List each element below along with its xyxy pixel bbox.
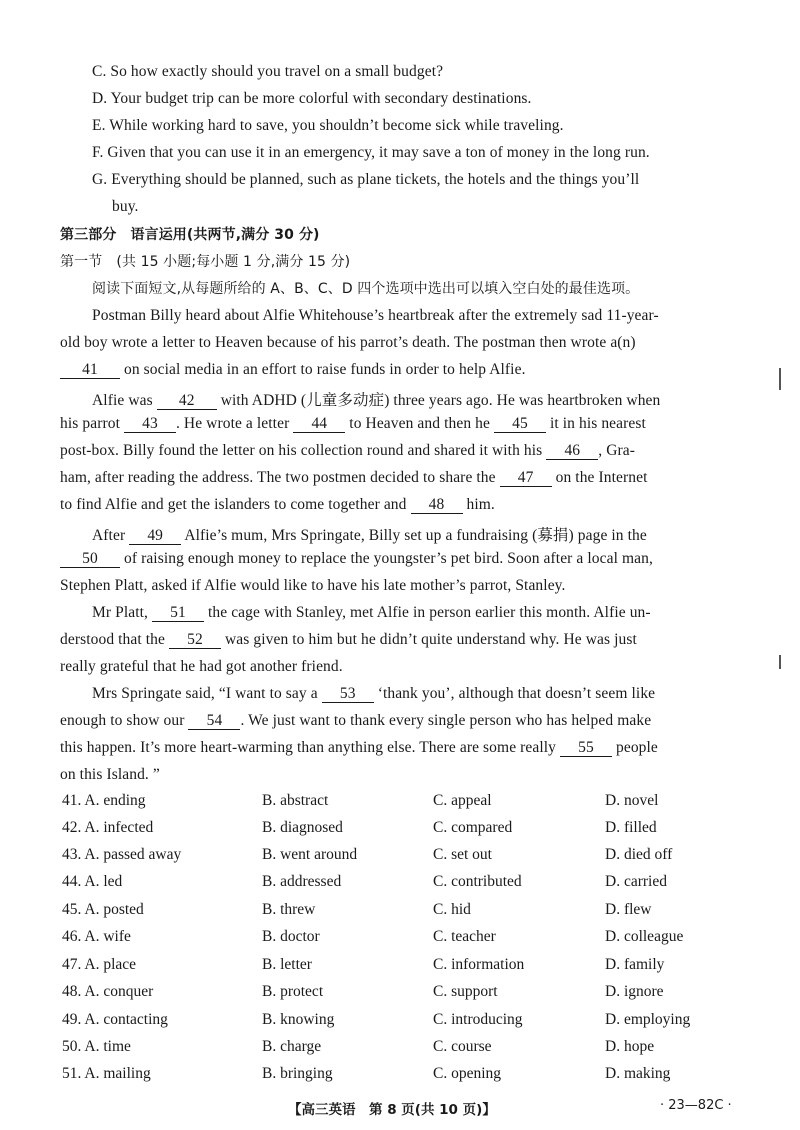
blank-47: 47 [500, 470, 552, 487]
blank-48: 48 [411, 497, 463, 514]
passage-line: his parrot 43 . He wrote a letter 44 to Heaven and then he 45 it in his nearest [60, 415, 646, 432]
option-g: G. Everything should be planned, such as plane tickets, the hotels and the things you’ll [92, 171, 640, 188]
option-c: C. So how exactly should you travel on a small budget? [92, 63, 444, 80]
passage-line: derstood that the 52 was given to him but he didn’t quite understand why. He was just [60, 631, 637, 648]
blank-53: 53 [322, 686, 374, 703]
blank-55: 55 [560, 740, 612, 757]
passage-line: After 49 Alfie’s mum, Mrs Springate, Billy set up a fundraising (募捐) page in the [92, 527, 647, 544]
page-number: 【高三英语 第 8 页(共 10 页)】 [288, 1102, 496, 1118]
passage-line: Stephen Platt, asked if Alfie would like to have his late mother’s parrot, Stanley. [60, 577, 566, 594]
passage-line: post-box. Billy found the letter on his collection round and shared it with his 46 , Gra- [60, 442, 636, 459]
passage-line: ham, after reading the address. The two postmen decided to share the 47 on the Internet [60, 469, 648, 486]
passage-line: Mrs Springate said, “I want to say a 53 ‘thank you’, although that doesn’t seem like [92, 685, 656, 702]
passage-line: really grateful that he had got another friend. [60, 658, 343, 675]
option-g-continued: buy. [112, 198, 139, 215]
margin-mark [779, 368, 781, 390]
passage-line: to find Alfie and get the islanders to come together and 48 him. [60, 496, 495, 513]
passage-line: this happen. It’s more heart-warming than anything else. There are some really 55 people [60, 739, 658, 756]
passage-line: Mr Platt, 51 the cage with Stanley, met Alfie in person earlier this month. Alfie un- [92, 604, 651, 621]
option-d: D. Your budget trip can be more colorful with secondary destinations. [92, 90, 532, 107]
section-instruction: 阅读下面短文,从每题所给的 A、B、C、D 四个选项中选出可以填入空白处的最佳选项。 [92, 281, 640, 297]
blank-41: 41 [60, 362, 120, 379]
blank-51: 51 [152, 605, 204, 622]
exam-code: · 23—82C · [660, 1098, 732, 1113]
margin-mark [779, 655, 781, 669]
blank-45: 45 [494, 416, 546, 433]
passage-line: enough to show our 54 . We just want to thank every single person who has helped make [60, 712, 652, 729]
section-title: 第三部分 语言运用(共两节,满分 30 分) [60, 227, 320, 243]
blank-46: 46 [546, 443, 598, 460]
option-f: F. Given that you can use it in an emergency, it may save a ton of money in the long run. [92, 144, 650, 161]
passage-line: 50 of raising enough money to replace the youngster’s pet bird. Soon after a local man, [60, 550, 653, 568]
passage-line: Alfie was 42 with ADHD (儿童多动症) three years ago. He was heartbroken when [92, 392, 661, 409]
option-e: E. While working hard to save, you shouldn’t become sick while traveling. [92, 117, 564, 134]
blank-49: 49 [129, 528, 181, 545]
blank-44: 44 [293, 416, 345, 433]
blank-42: 42 [157, 393, 217, 410]
blank-52: 52 [169, 632, 221, 649]
passage-line: on this Island. ” [60, 766, 160, 783]
passage-line: 41 on social media in an effort to raise funds in order to help Alfie. [60, 361, 526, 379]
passage-line: old boy wrote a letter to Heaven because of his parrot’s death. The postman then wrote a(n) [60, 334, 636, 351]
exam-page: C. So how exactly should you travel on a small budget? D. Your budget trip can be more colorful with secondary destinations. E. While working hard to save, you shouldn’t become sick while traveling. F. Given that you can use it in an emergency, it may save a ton of money in the long run. G. Everything should be planned, such as plane tickets, the hotels and the things you’ll buy. 第三部分 语言运用(共两节,满分 30 分) 第一节 (共 15 小题;每小题 1 分,满分 15 分) 阅读下面短文,从每题所给的 A、B、C、D 四个选项中选出可以填入空白处的最佳选项。 Postman Billy heard about Alfie Whitehouse’s heartbreak after the extremely sad 11-year- old boy wrote a letter to Heaven because of his parrot’s death. The postman then wrote a(n) 41 on social media in an effort to raise funds in order to help Alfie. Alfie was 42 with ADHD (儿童多动症) three years ago. He was heartbroken when his parrot 43 . He wrote a letter 44 to Heaven and then he 45 it in his nearest post-box. Billy found the letter on his collection round and shared it with his 46 , Gra- ham, after reading the address. The two postmen decided to share the 47 on the Internet to find Alfie and get the islanders to come together and 48 him. After 49 Alfie’s mum, Mrs Springate, Billy set up a fundraising (募捐) page in the 50 of raising enough money to replace the youngster’s pet bird. Soon after a local man, Stephen Platt, asked if Alfie would like to have his late mother’s parrot, Stanley. Mr Platt, 51 the cage with Stanley, met Alfie in person earlier this month. Alfie un- derstood that the 52 was given to him but he didn’t quite understand why. He was just really grateful that he had got another friend. Mrs Springate said, “I want to say a 53 ‘thank you’, although that doesn’t seem like enough to show our 54 . We just want to thank every single person who has helped make this happen. It’s more heart-warming than anything else. There are some really 55 people on this Island. ” 41. A. ending B. abstract C. appeal D. novel 42. A. infected B. diagnosed C. compared D. filled 43. A. passed away B. went around C. set out D. died off 44. A. led B. addressed C. contributed D. carried 45. A. posted B. threw C. hid D. flew 46. A. wife B. doctor C. teacher D. colleague 47. A. place B. letter C. information D. family 48. A. conquer B. protect C. support D. ignore 49. A. contacting B. knowing C. introducing D. employing 50. A. time B. charge C. course D. hope 51. A. mailing B. bringing C. opening D. making 【高三英语 第 8 页(共 10 页)】 · 23—82C · [0, 0, 800, 1130]
blank-50: 50 [60, 551, 120, 568]
passage-line: Postman Billy heard about Alfie Whitehouse’s heartbreak after the extremely sad 11-year- [92, 307, 659, 324]
blank-43: 43 [124, 416, 176, 433]
blank-54: 54 [188, 713, 240, 730]
section-subtitle: 第一节 (共 15 小题;每小题 1 分,满分 15 分) [60, 254, 351, 270]
